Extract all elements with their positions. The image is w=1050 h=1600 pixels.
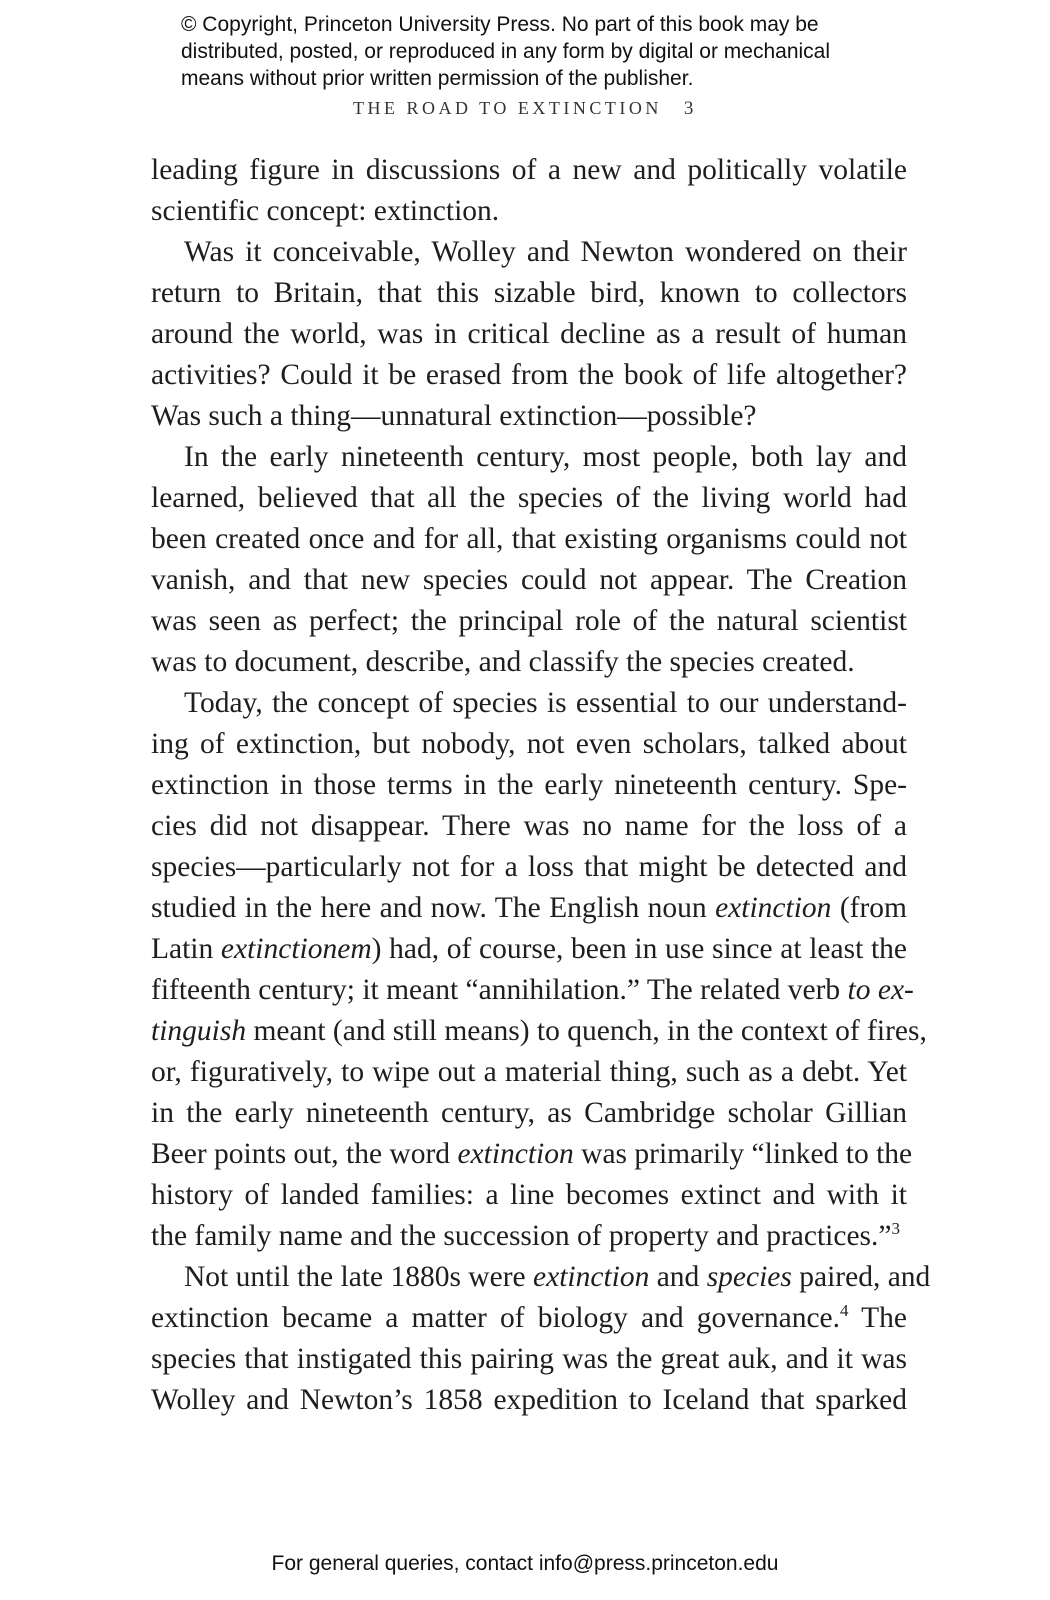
text-run: ) had, of course, been in use since at least the [371,933,907,965]
text-run: meant (and still means) to quench, in the context of fires, [246,1015,927,1047]
text-run: paired, and [791,1261,931,1293]
text-line: or, figuratively, to wipe out a material thing, such as a debt. Yet [151,1056,907,1088]
footnote-marker: 3 [891,1219,900,1239]
text-line: return to Britain, that this sizable bird, known to collectors [151,277,907,309]
text-line [151,1216,907,1257]
body-text [151,150,931,1421]
text-line: learned, believed that all the species of the living world had [151,482,907,514]
text-line: extinction in those terms in the early nineteenth century. Spe- [151,769,907,801]
italic-term: to ex- [847,974,914,1006]
footnote-marker: 4 [840,1301,849,1321]
text-line: was to document, describe, and classify the species created. [151,646,855,678]
text-line: activities? Could it be erased from the book of life altogether? [151,359,907,391]
text-line: scientific concept: extinction. [151,195,500,227]
text-line: around the world, was in critical decline as a result of human [151,318,907,350]
copyright-line: means without prior written permission of the publisher. [181,67,694,90]
running-head-title: THE ROAD TO EXTINCTION [353,98,662,118]
text-line: Was it conceivable, Wolley and Newton wondered on their [184,236,907,268]
text-line: In the early nineteenth century, most people, both lay and [184,441,907,473]
text-line: cies did not disappear. There was no name for the loss of a [151,810,907,842]
text-line: Wolley and Newton’s 1858 expedition to Iceland that sparked [151,1384,907,1416]
text-run: (from [831,892,907,924]
footer-contact: For general queries, contact info@press.princeton.edu [271,1552,779,1575]
italic-term: extinction [457,1138,574,1170]
text-line [151,970,914,1011]
text-line: history of landed families: a line becomes extinct and with it [151,1179,907,1211]
text-line [151,1011,927,1052]
text-line: Was such a thing—unnatural extinction—possible? [151,400,757,432]
text-run: the family name and the succession of property and practices.” [151,1220,892,1252]
italic-term: tinguish [151,1015,247,1047]
italic-term: species [706,1261,792,1293]
text-run: extinction became a matter of biology and governance. [151,1302,841,1334]
paragraph [151,437,907,683]
copyright-line: distributed, posted, or reproduced in any form by digital or mechanical [181,40,831,63]
text-run: Beer points out, the word [151,1138,458,1170]
text-run: The [848,1302,907,1334]
text-line: vanish, and that new species could not appear. The Creation [151,564,907,596]
paragraph [151,683,927,1257]
text-line: Today, the concept of species is essential to our understand- [184,687,907,719]
copyright-notice [181,11,941,92]
text-line: leading figure in discussions of a new and politically volatile [151,154,907,186]
copyright-line: © Copyright, Princeton University Press. No part of this book may be [181,13,819,36]
text-line: been created once and for all, that existing organisms could not [151,523,907,555]
text-line: species that instigated this pairing was the great auk, and it was [151,1343,907,1375]
text-run: was primarily “linked to the [573,1138,913,1170]
text-line: species—particularly not for a loss that might be detected and [151,851,907,883]
paragraph [151,1257,931,1421]
text-run: fifteenth century; it meant “annihilation.” The related verb [151,974,848,1006]
text-line [151,1134,913,1175]
italic-term: extinction [533,1261,650,1293]
paragraph [151,150,907,232]
text-run: Not until the late 1880s were [184,1261,534,1293]
italic-term: extinction [715,892,832,924]
italic-term: extinctionem [220,933,372,965]
running-head [353,98,693,120]
text-line: in the early nineteenth century, as Cambridge scholar Gillian [151,1097,907,1129]
text-run: and [649,1261,707,1293]
text-line: was seen as perfect; the principal role of the natural scientist [151,605,907,637]
text-line [151,1257,931,1298]
text-line [151,929,907,970]
text-line: ing of extinction, but nobody, not even scholars, talked about [151,728,907,760]
paragraph [151,232,907,437]
text-line [151,1298,907,1339]
page-number: 3 [683,98,694,119]
text-run: studied in the here and now. The English noun [151,892,716,924]
text-run: Latin [151,933,221,965]
text-line [151,888,907,929]
